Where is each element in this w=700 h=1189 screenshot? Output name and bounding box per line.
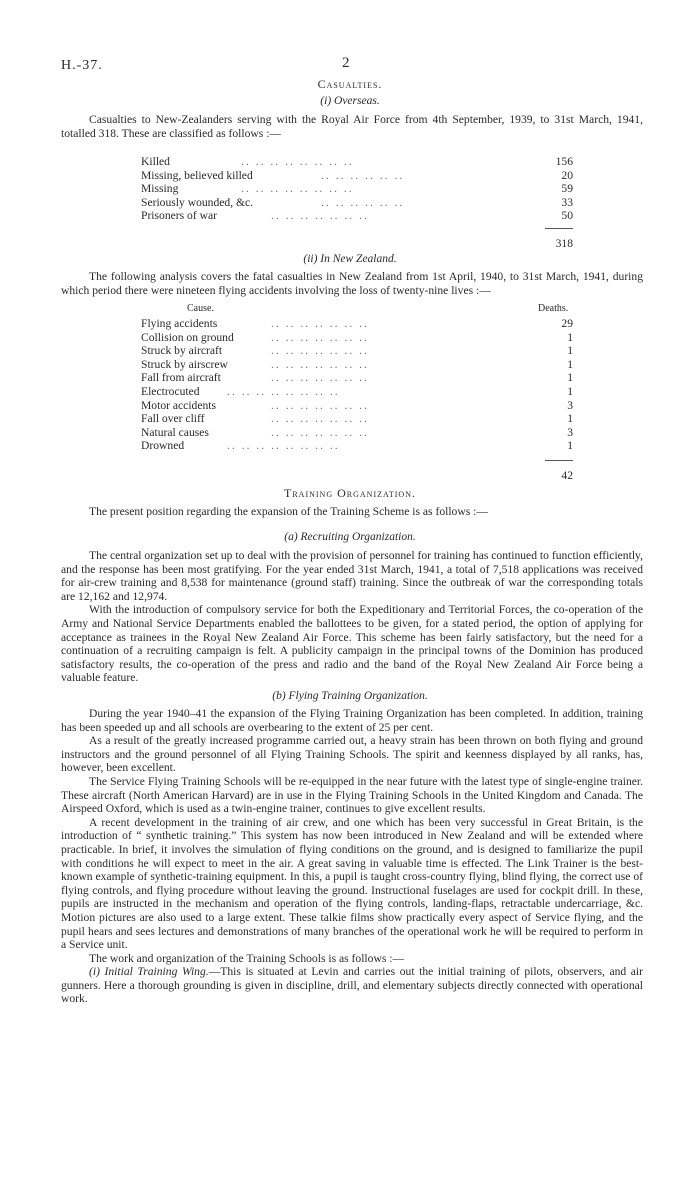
list-item: Electrocuted .. .. .. .. .. .. .. .. 1 [141,384,573,398]
total-rule [545,460,573,461]
overseas-total: 318 [555,237,573,250]
paragraph: The central organization set up to deal with the provision of personnel for training has continued to function efficiently, and the response has been most gratifying. For the year ended 31st March, 1941, a total of 7,518 applications was received for air-crew training and 8,538 for maintenance (ground staff) training. Since the outbreak of war the corresponding totals are 12,162 and 12,974. [61,549,643,603]
itw-label: (i) Initial Training Wing. [89,965,209,979]
list-item: Struck by aircraft .. .. .. .. .. .. .. 1 [141,344,573,358]
page-number: 2 [342,55,350,71]
training-intro: The present position regarding the expansion of the Training Scheme is as follows :— [89,505,488,518]
list-item: Fall from aircraft .. .. .. .. .. .. .. 1 [141,371,573,385]
list-item: Natural causes .. .. .. .. .. .. .. 3 [141,425,573,439]
list-item: Seriously wounded, &c. .. .. .. .. .. .. 33 [141,195,573,209]
nz-heading: (ii) In New Zealand. [303,253,397,265]
list-item: Flying accidents .. .. .. .. .. .. .. 29 [141,317,573,330]
list-item: Motor accidents .. .. .. .. .. .. .. 3 [141,398,573,412]
overseas-casualty-list [141,155,573,223]
overseas-intro: Casualties to New-Zealanders serving with the Royal Air Force from 4th September, 1939, to 31st March, 1941, totalled 318. These are classified as follows :— [61,113,643,140]
nz-total: 42 [561,469,573,482]
nz-casualty-list [141,317,573,453]
paragraph [61,965,643,1006]
itw-text: —This is situated at Levin and carries out the initial training of pilots, observers, and air gunners. Here a thorough grounding is given in discipline, drill, and elementary subjects directly connected with operational work. [61,965,643,1006]
paragraph: As a result of the greatly increased programme carried out, a heavy strain has been thrown on both flying and ground instructors and the ground personnel of all Flying Training Schools. The spirit and keenness displayed by all ranks, has, however, been excellent. [61,734,643,775]
list-item: Collision on ground .. .. .. .. .. .. .. 1 [141,330,573,344]
list-item: Missing .. .. .. .. .. .. .. .. 59 [141,182,573,196]
paragraph: The work and organization of the Training Schools is as follows :— [89,951,405,965]
list-item: Prisoners of war .. .. .. .. .. .. .. 50 [141,209,573,223]
recruiting-section [61,549,643,685]
casualties-heading: Casualties. [317,77,383,91]
column-header-cause: Cause. [187,303,214,314]
report-reference: H.-37. [61,58,103,73]
paragraph: The Service Flying Training Schools will be re-equipped in the near future with the latest type of single-engine trainer. These aircraft (North American Harvard) are in use in the Flying Training Schools in the United Kingdom and Canada. The Airspeed Oxford, which is used as a twin-engine trainer, continues to give excellent results. [61,774,643,816]
recruiting-heading: (a) Recruiting Organization. [284,531,416,543]
list-item: Killed .. .. .. .. .. .. .. .. 156 [141,155,573,168]
paragraph: A recent development in the training of air crew, and one which has been very successful in Great Britain, is the introduction of “ synthetic training.” This system has now been introduced in New Zealand and will be extended where practicable. In brief, it involves the simulation of flying conditions on the ground, and is designed to familiarize the pupil with conditions he will expect to meet in the air. A great saving in valuable time is effected. The Link Trainer is the best-known example of synthetic-training equipment. In this, a pupil is taught cross-country flying, blind flying, the correct use of flying controls, and flying procedure without leaving the ground. Instructional fuselages are used for cockpit drill. In these, pupils are instructed in the mechanism and operation of the flying controls, landing-flaps, retractable undercarriage, &c. Motion pictures are also used to a large extent. These talkie films show practically every aspect of Service flying, and the pupil hears and sees lectures and demonstrations of many branches of the operational work he will be required to perform in a Service unit. [61,815,643,952]
column-header-deaths: Deaths. [538,303,569,314]
paragraph: With the introduction of compulsory service for both the Expeditionary and Territorial Forces, the co-operation of the Army and National Service Departments enabled the ballottees to be given, for a stated period, the option of applying for acceptance as trainees in the Royal New Zealand Air Force. This scheme has been fairly satisfactory, but the need for a continuation of a recruiting campaign is felt. A publicity campaign in the principal towns of the Dominion has produced satisfactory results, the co-operation of the press and radio and the band of the Royal New Zealand Air Force being a valuable feature. [61,603,643,685]
overseas-heading: (i) Overseas. [320,95,380,107]
paragraph: During the year 1940–41 the expansion of the Flying Training Organization has been completed. In addition, training has been speeded up and all schools are overbearing to the extent of 25 per cent. [61,707,643,734]
list-item: Drowned .. .. .. .. .. .. .. .. 1 [141,439,573,453]
total-rule [545,228,573,229]
list-item: Struck by airscrew .. .. .. .. .. .. .. 1 [141,357,573,371]
training-heading: Training Organization. [284,486,416,500]
list-item: Missing, believed killed .. .. .. .. .. .. 20 [141,168,573,182]
flying-section [61,707,643,1006]
nz-intro: The following analysis covers the fatal casualties in New Zealand from 1st April, 1940, to 31st March, 1941, during which period there were nineteen flying accidents involving the loss of twenty-nine lives :— [61,270,643,297]
list-item: Fall over cliff .. .. .. .. .. .. .. 1 [141,412,573,426]
flying-heading: (b) Flying Training Organization. [272,690,428,702]
